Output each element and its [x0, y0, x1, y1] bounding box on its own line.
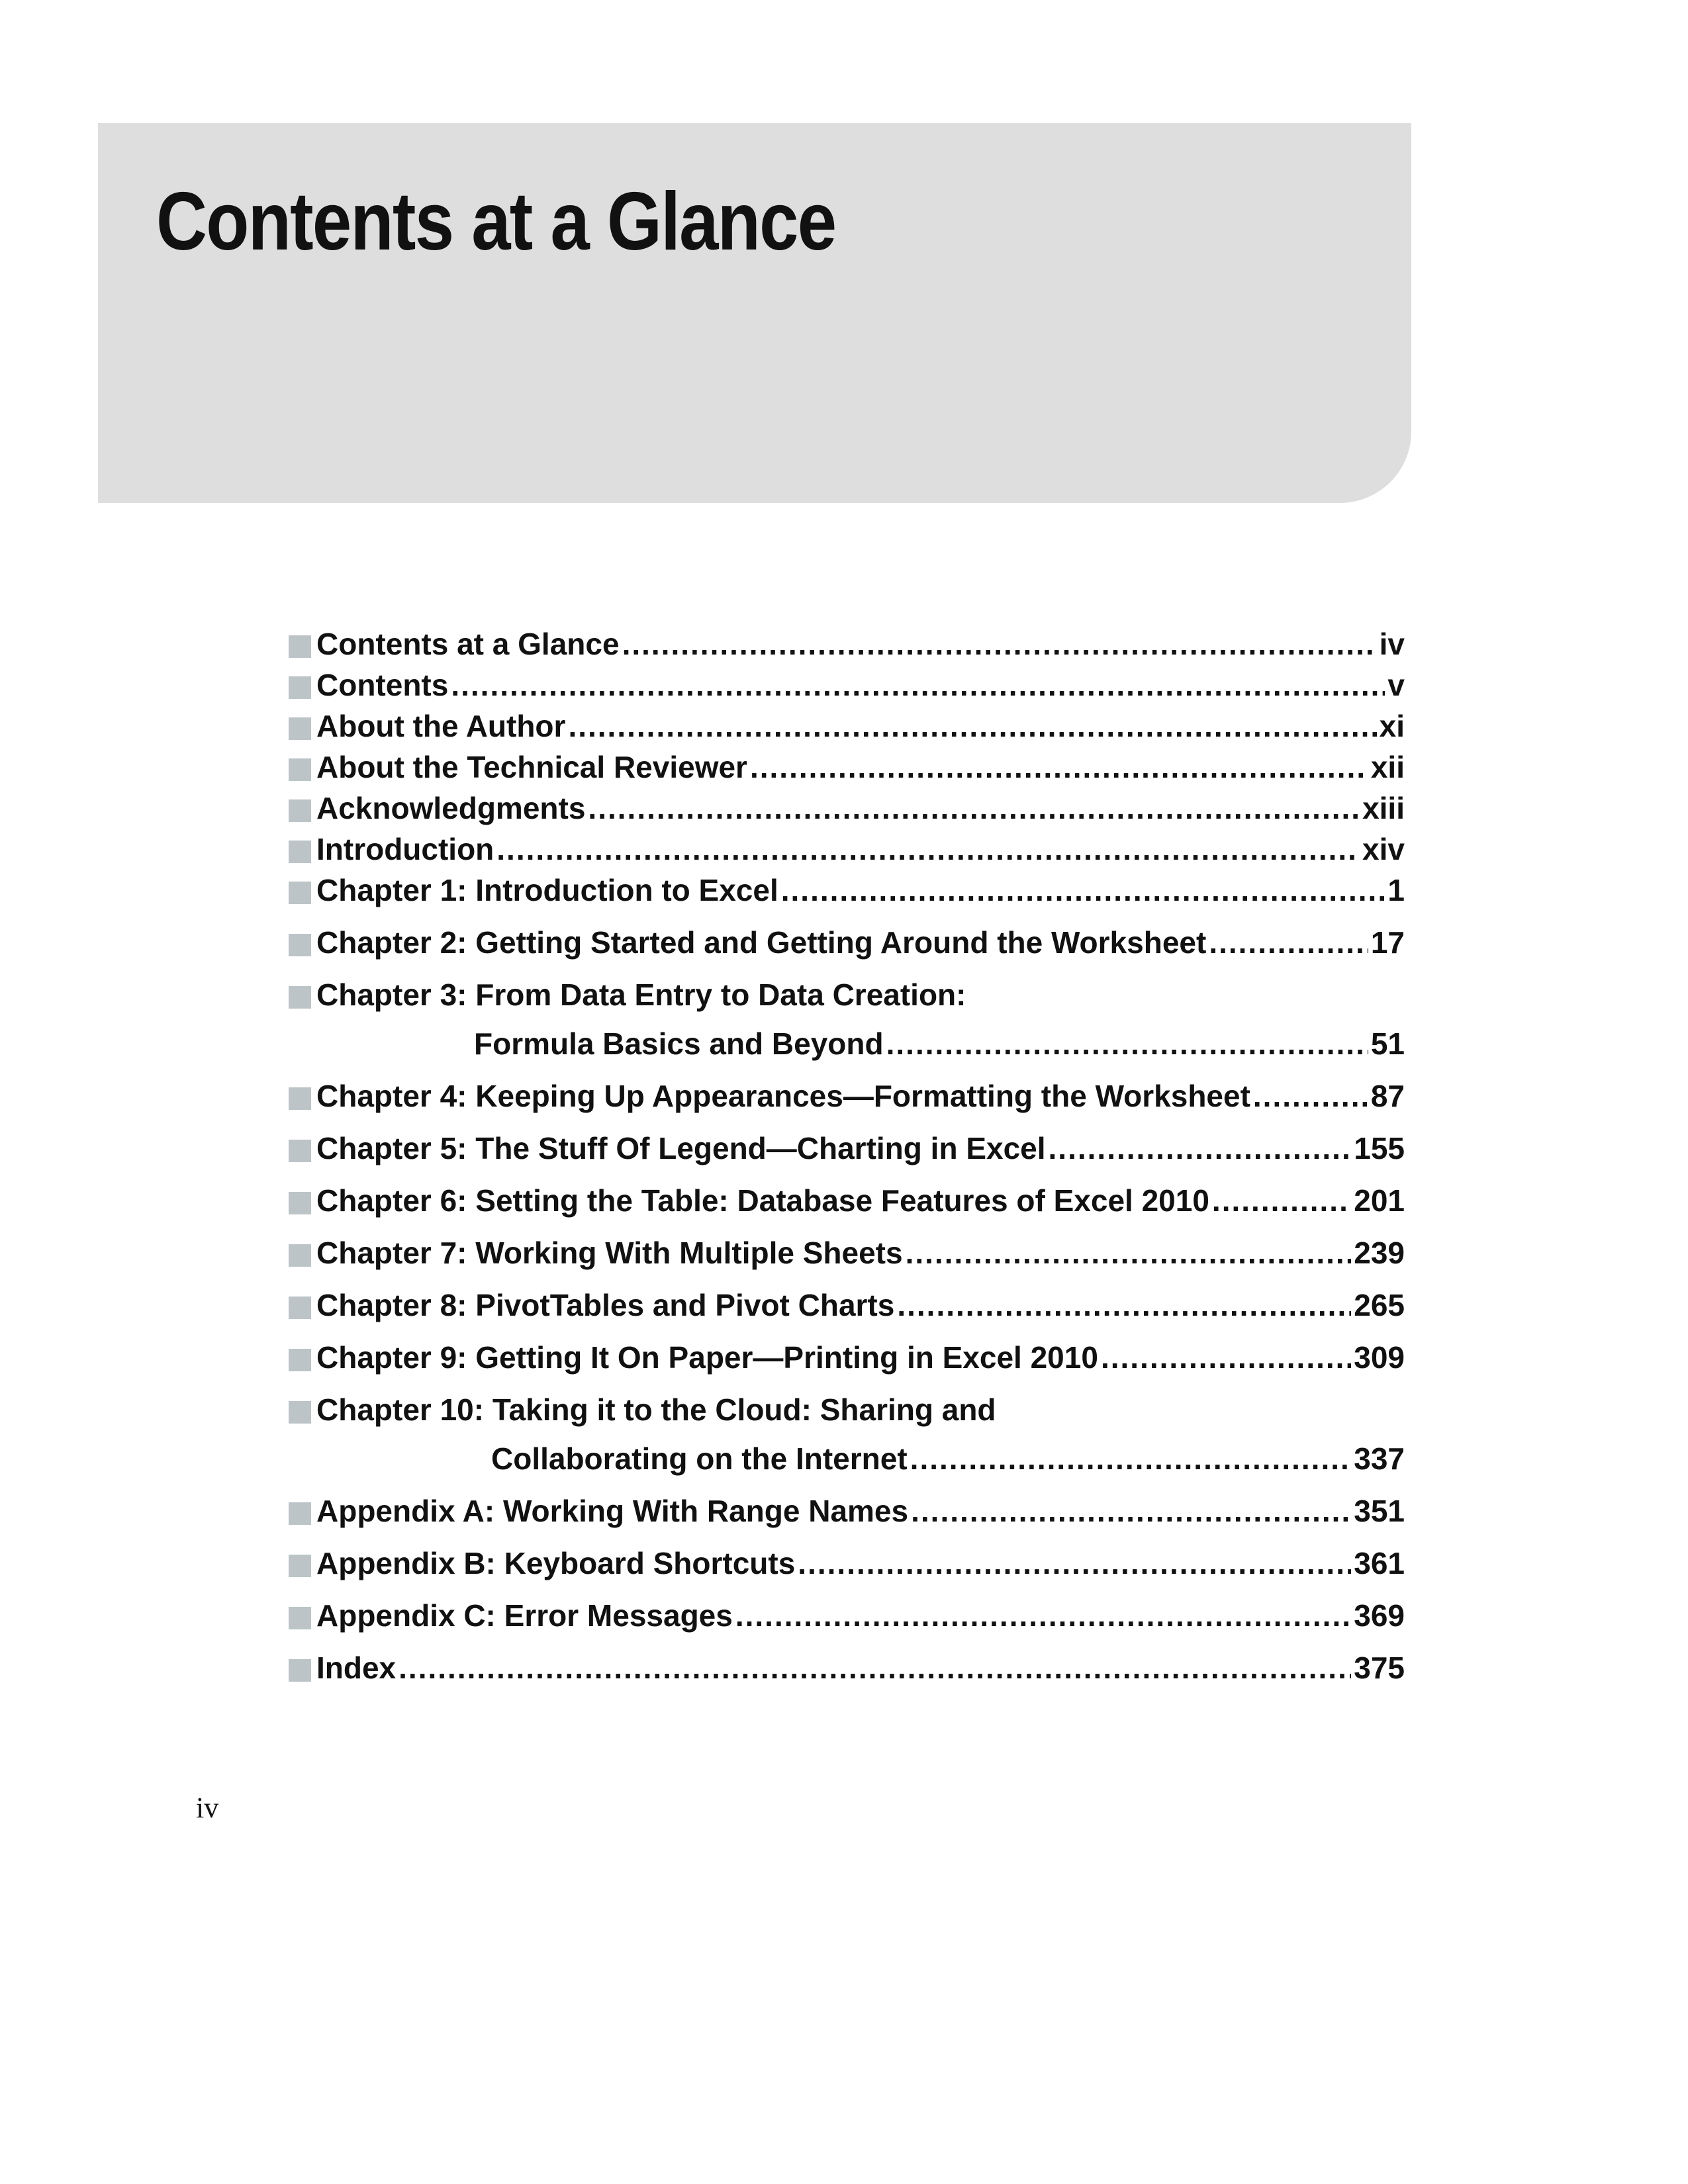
toc-entry[interactable]	[289, 1180, 1414, 1221]
square-bullet-icon	[289, 1502, 311, 1525]
toc-entry[interactable]	[289, 664, 1414, 705]
toc-entry-page: iv	[1379, 627, 1405, 661]
toc-entry-page: xiii	[1362, 791, 1405, 825]
toc-entry[interactable]	[289, 1128, 1414, 1169]
dot-leader	[910, 1438, 1352, 1479]
toc-entry-title: About the Technical Reviewer	[316, 750, 747, 784]
toc-entry-page: 1	[1387, 873, 1405, 907]
toc-entry-title: Appendix C: Error Messages	[316, 1598, 733, 1633]
toc-entry-title: Appendix A: Working With Range Names	[316, 1494, 909, 1528]
toc-entry[interactable]	[289, 747, 1414, 788]
square-bullet-icon	[289, 1244, 311, 1267]
toc-entry[interactable]	[289, 1337, 1414, 1378]
dot-leader	[588, 788, 1360, 829]
toc-entry[interactable]	[289, 788, 1414, 829]
toc-entry-page: 87	[1370, 1079, 1405, 1113]
toc-entry-title: Chapter 2: Getting Started and Getting Around the Worksheet	[316, 925, 1207, 960]
toc-entry-page: 201	[1354, 1183, 1405, 1218]
toc-entry-page: 265	[1354, 1288, 1405, 1322]
square-bullet-icon	[289, 882, 311, 904]
toc-entry-page: xiv	[1362, 832, 1405, 866]
toc-entry-title: Chapter 4: Keeping Up Appearances—Formatting the Worksheet	[316, 1079, 1250, 1113]
toc-entry-title: Chapter 5: The Stuff Of Legend—Charting in Excel	[316, 1131, 1046, 1165]
square-bullet-icon	[289, 841, 311, 863]
square-bullet-icon	[289, 758, 311, 781]
toc-entry-page: xii	[1370, 750, 1405, 784]
toc-entry-title-continued: Collaborating on the Internet	[491, 1441, 908, 1476]
dot-leader	[750, 747, 1368, 788]
toc-entry-title: Chapter 7: Working With Multiple Sheets	[316, 1236, 903, 1270]
toc-entry[interactable]	[289, 1285, 1414, 1326]
toc-entry[interactable]	[289, 1543, 1414, 1584]
dot-leader	[886, 1023, 1368, 1064]
toc-entry-page: xi	[1379, 709, 1405, 743]
dot-leader	[1049, 1128, 1352, 1169]
toc-entry-page: 369	[1354, 1598, 1405, 1633]
toc-entry-page: 351	[1354, 1494, 1405, 1528]
toc-entry[interactable]	[289, 1232, 1414, 1273]
toc-entry[interactable]	[289, 1389, 1414, 1479]
page-title: Contents at a Glance	[156, 176, 836, 267]
toc-entry[interactable]	[289, 974, 1414, 1064]
toc-entry-page: v	[1387, 668, 1405, 702]
square-bullet-icon	[289, 1297, 311, 1319]
dot-leader	[735, 1595, 1351, 1636]
toc-entry[interactable]	[289, 1075, 1414, 1116]
dot-leader	[911, 1490, 1351, 1531]
toc-entry-page: 51	[1370, 1026, 1405, 1061]
toc-entry-title: Chapter 8: PivotTables and Pivot Charts	[316, 1288, 895, 1322]
page-number: iv	[196, 1792, 219, 1824]
dot-leader	[897, 1285, 1351, 1326]
toc-entry[interactable]	[289, 1490, 1414, 1531]
square-bullet-icon	[289, 1401, 311, 1424]
dot-leader	[798, 1543, 1351, 1584]
toc-entry-title: Introduction	[316, 832, 494, 866]
toc-entry[interactable]	[289, 1647, 1414, 1688]
dot-leader	[906, 1232, 1352, 1273]
toc-entry-page: 155	[1354, 1131, 1405, 1165]
toc-entry-title: Chapter 1: Introduction to Excel	[316, 873, 778, 907]
toc-entry-page: 375	[1354, 1651, 1405, 1685]
square-bullet-icon	[289, 717, 311, 740]
table-of-contents	[289, 623, 1414, 1688]
dot-leader	[399, 1647, 1351, 1688]
toc-entry-title: Index	[316, 1651, 397, 1685]
toc-entry-title: Chapter 10: Taking it to the Cloud: Sharing and	[316, 1392, 996, 1427]
square-bullet-icon	[289, 635, 311, 658]
toc-entry-title: Contents at a Glance	[316, 627, 620, 661]
toc-entry-title: Contents	[316, 668, 449, 702]
toc-entry-title: Chapter 6: Setting the Table: Database Features of Excel 2010	[316, 1183, 1209, 1218]
square-bullet-icon	[289, 986, 311, 1009]
dot-leader	[568, 705, 1376, 747]
dot-leader	[451, 664, 1385, 705]
square-bullet-icon	[289, 1192, 311, 1214]
toc-entry-page: 239	[1354, 1236, 1405, 1270]
dot-leader	[781, 870, 1385, 911]
dot-leader	[496, 829, 1360, 870]
toc-entry[interactable]	[289, 1595, 1414, 1636]
toc-entry[interactable]	[289, 922, 1414, 963]
toc-entry[interactable]	[289, 705, 1414, 747]
toc-entry-page: 17	[1370, 925, 1405, 960]
square-bullet-icon	[289, 1140, 311, 1162]
dot-leader	[1209, 922, 1368, 963]
toc-entry-page: 309	[1354, 1340, 1405, 1375]
toc-entry[interactable]	[289, 623, 1414, 664]
toc-entry-title: Chapter 3: From Data Entry to Data Creation:	[316, 978, 966, 1012]
dot-leader	[622, 623, 1377, 664]
toc-entry-title-continued: Formula Basics and Beyond	[474, 1026, 884, 1061]
square-bullet-icon	[289, 1659, 311, 1682]
toc-entry[interactable]	[289, 829, 1414, 870]
square-bullet-icon	[289, 1087, 311, 1110]
dot-leader	[1101, 1337, 1351, 1378]
dot-leader	[1212, 1180, 1351, 1221]
toc-entry[interactable]	[289, 870, 1414, 911]
square-bullet-icon	[289, 934, 311, 956]
square-bullet-icon	[289, 1607, 311, 1629]
toc-entry-title: Appendix B: Keyboard Shortcuts	[316, 1546, 796, 1580]
square-bullet-icon	[289, 676, 311, 699]
toc-entry-page: 337	[1354, 1441, 1405, 1476]
square-bullet-icon	[289, 1349, 311, 1371]
dot-leader	[1253, 1075, 1368, 1116]
toc-entry-title: Acknowledgments	[316, 791, 586, 825]
toc-entry-page: 361	[1354, 1546, 1405, 1580]
toc-entry-title: Chapter 9: Getting It On Paper—Printing in Excel 2010	[316, 1340, 1098, 1375]
toc-entry-title: About the Author	[316, 709, 566, 743]
square-bullet-icon	[289, 799, 311, 822]
square-bullet-icon	[289, 1555, 311, 1577]
